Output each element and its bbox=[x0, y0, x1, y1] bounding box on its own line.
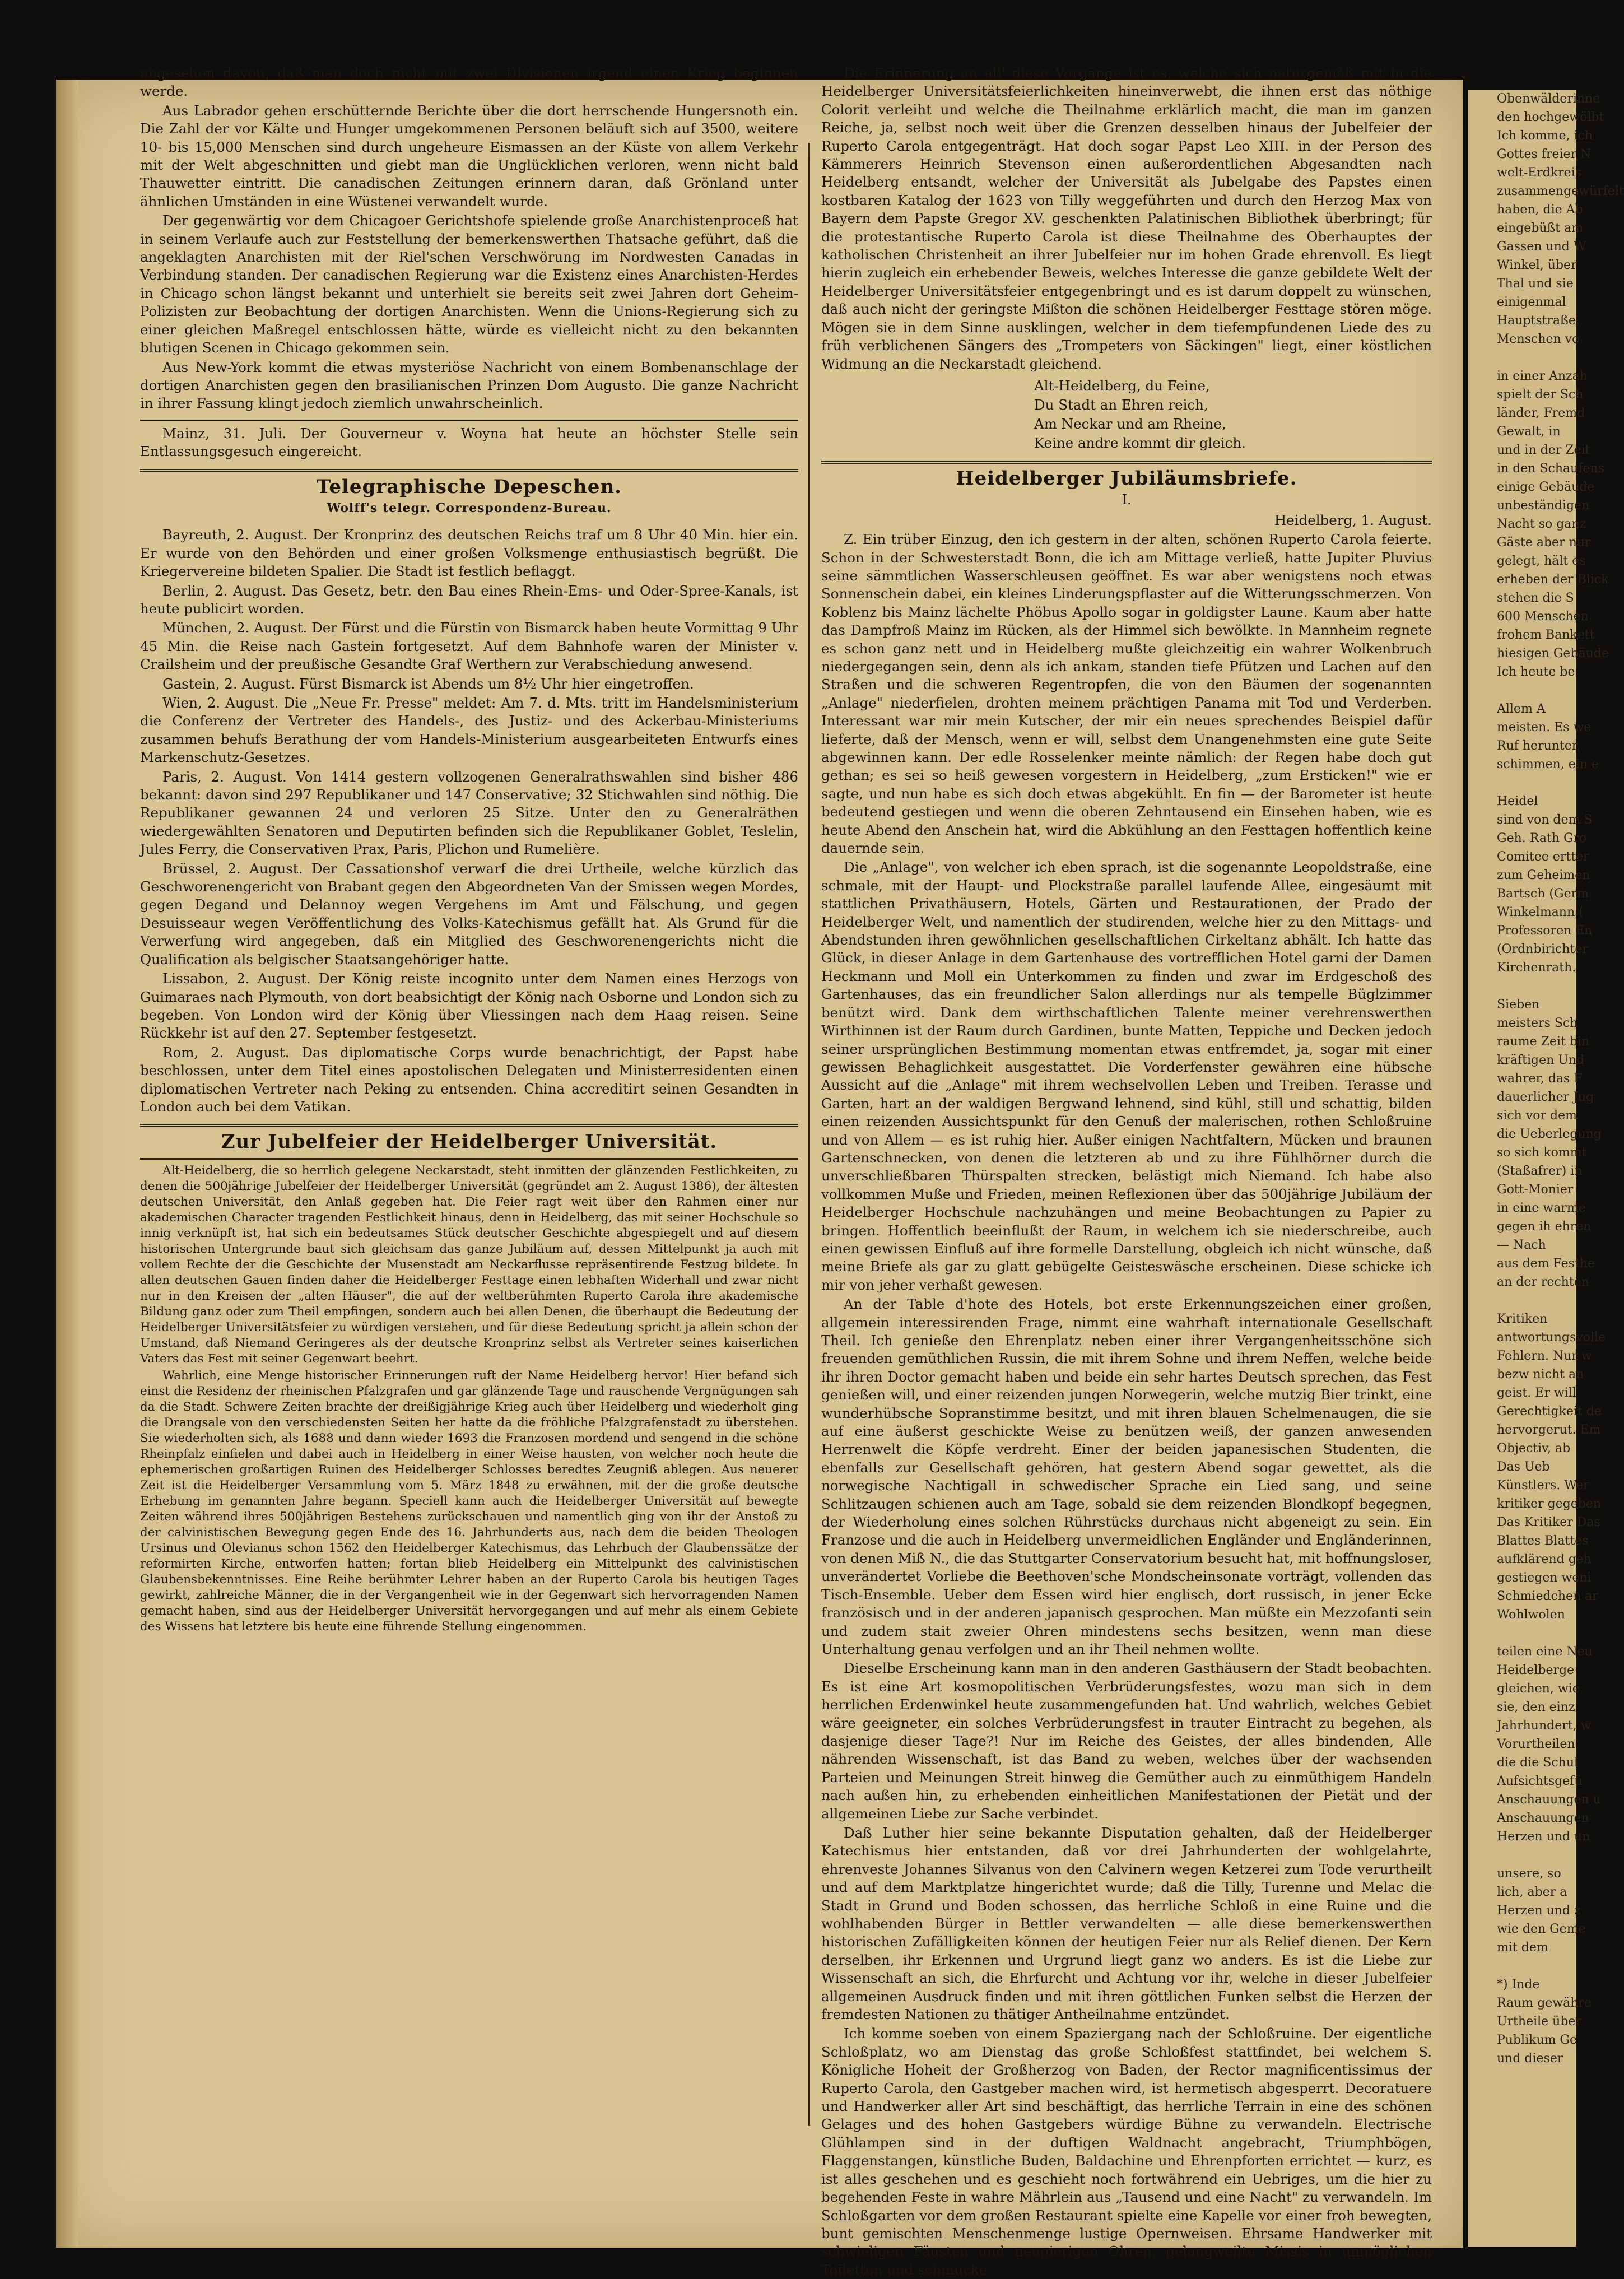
adjacent-text-fragment: Gerechtigkeit de bbox=[1497, 1404, 1602, 1418]
poem-verse bbox=[821, 376, 1432, 453]
section-rule-double bbox=[140, 1124, 798, 1127]
adjacent-text-fragment: bezw nicht an bbox=[1497, 1368, 1584, 1382]
dateline: Heidelberg, 1. August. bbox=[1274, 511, 1432, 528]
adjacent-text-fragment: Gäste aber nur bbox=[1497, 536, 1591, 550]
adjacent-text-fragment: Sieben bbox=[1497, 998, 1540, 1012]
adjacent-text-fragment: einige Gebäude bbox=[1497, 480, 1595, 494]
adjacent-text-fragment: gleichen, wie bbox=[1497, 1682, 1580, 1696]
dispatch-item: Rom, 2. August. Das diplomatische Corps wurde benachrichtigt, der Papst habe beschlossen, unter dem Titel eines apostolischen Delegaten und Ministerresidenten einen diplomatischen Vertreter nach Peking zu entsenden. China accreditirt seinen Gesandten in London auch bei dem Vatikan. bbox=[140, 1044, 798, 1115]
labrador-paragraph: Aus Labrador gehen erschütternde Berichte über die dort herrschende Hungersnoth ein. Die Zahl der vor Kälte und Hunger umgekommenen Personen beläuft sich auf 3500, weitere 10- bis 15,000 Menschen sind durch ungeheure Eismassen an der Küste von allem Verkehr mit der Welt abgeschnitten und giebt man die Unglücklichen verloren, wenn nicht bald Thauwetter eintritt. Die canadischen Zeitungen erinnern daran, daß Grönland unter ähnlichen Umständen in eine Wüstenei verwandelt wurde. bbox=[140, 102, 798, 210]
dispatch-item: München, 2. August. Der Fürst und die Fürstin von Bismarck haben heute Vormittag 9 Uhr 45 Min. die Reise nach Gastein fortgesetzt. Auf dem Bahnhofe waren der Minister v. Crailsheim und der preußische Gesandte Graf Werthern zur Verabschiedung anwesend. bbox=[140, 620, 798, 673]
adjacent-text-fragment: Winkelmann ( bbox=[1497, 905, 1584, 919]
jubilee-heading: Zur Jubelfeier der Heidelberger Universität. bbox=[221, 1131, 718, 1154]
adjacent-text-fragment: Bartsch (Germ bbox=[1497, 887, 1589, 901]
adjacent-text-fragment: erheben der Blick bbox=[1497, 573, 1609, 587]
adjacent-text-fragment: Menschen vo bbox=[1497, 332, 1580, 346]
jubilee-paragraph: Alt-Heidelberg, die so herrlich gelegene Neckarstadt, steht inmitten der glänzenden Festlichkeiten, zu denen die 500jährige Jubelfeier der Heidelberger Universität (gegründet am 2. August 1386), der ältesten deutschen Universität, den Anlaß gegeben hat. Die Feier ragt weit über den Rahmen einer nur akademischen Character tragenden Festlichkeit hinaus, denn in Heidelberg, das mit seiner Hochschule so innig verknüpft ist, hat sich ein bedeutsames Stück deutscher Geschichte abgespiegelt und auf diesem historischen Untergrunde baut sich gleichsam das ganze Jubiläum auf, dessen Mittelpunkt ja auch mit vollem Rechte der die Geschichte der Musenstadt am Neckarflusse repräsentirende Festzug bildete. In allen deutschen Gauen finden daher die Heidelberger Festtage einen lebhaften Widerhall und zwar nicht nur in den Kreisen der „alten Häuser", die auf der weltberühmten Ruperto Carola ihre akademische Bildung ganz oder zum Theil empfingen, sondern auch bei allen Denen, die überhaupt die Bedeutung der Heidelberger Universitätsfeier zu würdigen verstehen, und für diese Bedeutung spricht ja allein schon der Umstand, daß Niemand Geringeres als der deutsche Kronprinz selbst als Vertreter seines kaiserlichen Vaters das Fest mit seiner Gegenwart beehrt. bbox=[140, 1163, 798, 1366]
adjacent-text-fragment: Künstlers. Wer bbox=[1497, 1478, 1589, 1492]
adjacent-text-fragment: sie, den einz bbox=[1497, 1700, 1575, 1714]
adjacent-text-fragment: haben, die Ab bbox=[1497, 203, 1583, 217]
adjacent-text-fragment: Ruf herunter, bbox=[1497, 739, 1580, 753]
letter-paragraph: Daß Luther hier seine bekannte Disputation gehalten, daß der Heidelberger Katechismus hier entstanden, daß vor drei Jahrhunderten der wohlgelahrte, ehrenveste Johannes Silvanus von den Calvinern wegen Ketzerei zum Tode verurtheilt und auf dem Marktplatze hingerichtet wurde; daß die Tilly, Turenne und Melac die Stadt in Grund und Boden schossen, das herrliche Schloß in eine Ruine und die wohlhabenden Bürger in Bettler verwandelten — alle diese bemerkenswerthen historischen Zufälligkeiten können der heutigen Feier nur als Relief dienen. Der Kern derselben, ihr Erkennen und Urgrund liegt ganz wo anders. Es ist die Liebe zur Wissenschaft an sich, die Ehrfurcht und Achtung vor ihr, welche in dieser Jubelfeier allgemeinen Ausdruck finden und mit ihren göttlichen Funken selbst die Herzen der fremdesten Nationen zu thätiger Antheilnahme entzündet. bbox=[821, 1824, 1432, 2023]
adjacent-text-fragment bbox=[1468, 1291, 1576, 1310]
adjacent-text-fragment: Professoren En bbox=[1497, 924, 1593, 938]
dispatch-item: Paris, 2. August. Von 1414 gestern vollzogenen Generalrathswahlen sind bisher 486 bekannt: davon sind 297 Republikaner und 147 Conservative; 32 Stichwahlen sind nöthig. Die Republikaner gewannen 24 und verloren 25 Sitze. Unter den zu Generalräthen wiedergewählten Senatoren und Deputirten befinden sich die Republikaner Goblet, Teslelin, Jules Ferry, die Conservativen Prax, Paris, Plichon und Rumelière. bbox=[140, 768, 798, 858]
poem-lines bbox=[1034, 376, 1432, 453]
adjacent-text-fragment: meisters Sch bbox=[1497, 1016, 1578, 1030]
adjacent-text-fragment: Heidelberge bbox=[1497, 1663, 1575, 1677]
adjacent-text-fragment: in eine warme bbox=[1497, 1201, 1586, 1215]
adjacent-text-fragment: wahrer, das F bbox=[1497, 1072, 1583, 1086]
adjacent-text-fragment: — Nach bbox=[1497, 1238, 1546, 1252]
adjacent-text-fragment: Nacht so ganz bbox=[1497, 517, 1586, 531]
adjacent-text-fragment: sich vor dem bbox=[1497, 1109, 1577, 1123]
adjacent-text-fragment: Raum gewähre bbox=[1497, 1996, 1592, 2010]
adjacent-text-fragment: Blattes Blattes bbox=[1497, 1534, 1589, 1548]
adjacent-text-fragment: sind von dem S bbox=[1497, 813, 1593, 827]
adjacent-text-fragment: dauerlicher Jug bbox=[1497, 1090, 1594, 1104]
telegraph-subheading: Wolff's telegr. Correspondenz-Bureau. bbox=[327, 500, 612, 515]
dispatch-item: Wien, 2. August. Die „Neue Fr. Presse" meldet: Am 7. d. Mts. tritt im Handelsministerium die Conferenz der Vertreter des Handels-, des Justiz- und des Ackerbau-Ministeriums zusammen behufs Berathung der vom Handels-Ministerium ausgearbeiteten Entwurfs eines Markenschutz-Gesetzes. bbox=[140, 695, 798, 766]
adjacent-text-fragment: aus dem Festhe bbox=[1497, 1257, 1595, 1271]
adjacent-text-fragment: Anschauungen bbox=[1497, 1811, 1589, 1825]
letter-body bbox=[821, 511, 1432, 2279]
letters-number: I. bbox=[1122, 492, 1132, 508]
adjacent-text-fragment: kritiker gegeben bbox=[1497, 1497, 1602, 1511]
adjacent-text-fragment: gestiegen weni bbox=[1497, 1571, 1592, 1585]
adjacent-text-fragment bbox=[1468, 977, 1576, 996]
adjacent-text-fragment: Thal und sie bbox=[1497, 277, 1574, 291]
adjacent-text-fragment: Heidel bbox=[1497, 794, 1538, 808]
letter-paragraph: Ich komme soeben von einem Spaziergang nach der Schloßruine. Der eigentliche Schloßplatz, wo am Dienstag das große Schloßfest stattfindet, bei welchem S. Königliche Hoheit der Großherzog von Baden, der Rector magnificentissimus der Ruperto Carola, den Gastgeber machen wird, ist hermetisch abgesperrt. Decoratuere und Handwerker aller Art sind beschäftigt, das herrliche Terrain in eine des schönen Gelages und des hohen Gastgebers würdige Bühne zu verwandeln. Electrische Glühlampen sind in der duftigen Waldnacht angebracht, Triumphbögen, Flaggenstangen, künstliche Buden, Baldachine und Ehrenpforten errichtet — kurz, es ist alles geschehen und es geschieht noch fortwährend ein Uebriges, um die hier zu begehenden Feste in wahre Mährlein aus „Tausend und eine Nacht" zu verwandeln. Im Schloßgarten vor dem großen Restaurant spielte eine Kapelle vor einer froh bewegten, bunt gemischten Menschenmenge lustige Opernweisen. Ehrsame Handwerker mit schwieligen Fäusten und neugierigen Ohren, gelangweilte Missis in unmöglichen Toiletten und schmucke bbox=[821, 2025, 1432, 2278]
adjacent-text-fragment: Kritiken bbox=[1497, 1312, 1548, 1326]
adjacent-page-text bbox=[1468, 90, 1624, 2068]
adjacent-text-fragment: mit dem bbox=[1497, 1941, 1548, 1955]
adjacent-text-fragment: Obenwälderinne bbox=[1497, 92, 1600, 106]
adjacent-text-fragment: die Ueberlegung bbox=[1497, 1127, 1602, 1141]
adjacent-text-fragment: (Staßafrer) in bbox=[1497, 1164, 1583, 1178]
adjacent-text-fragment: Das Kritiker Das bbox=[1497, 1515, 1600, 1529]
adjacent-text-fragment: teilen eine Neu bbox=[1497, 1645, 1593, 1659]
dispatch-item: Lissabon, 2. August. Der König reiste incognito unter dem Namen eines Herzogs von Guimaraes nach Plymouth, von dort beabsichtigt der König nach Osborne und London sich zu begeben. Von London wird der König über Vliessingen nach dem Haag reisen. Seine Rückkehr ist auf den 27. September festgesetzt. bbox=[140, 970, 798, 1041]
right-column bbox=[821, 64, 1432, 2278]
adjacent-text-fragment: Ich heute be bbox=[1497, 665, 1575, 679]
adjacent-text-fragment: lich, aber a bbox=[1497, 1885, 1567, 1899]
left-column bbox=[140, 64, 798, 2137]
letter-paragraph: Dieselbe Erscheinung kann man in den anderen Gasthäusern der Stadt beobachten. Es ist eine Art kosmopolitischen Verbrüderungsfestes, wozu man sich in dem herrlichen Erdenwinkel heute zusammengefunden hat. Und wahrlich, welches Gebiet wäre geeigneter, ein solches Verbrüderungsfest in trauter Eintracht zu begehen, als dasjenige dieser Tage?! Nur im Reiche des Geistes, der alles bindenden, Alle nährenden Wissenschaft, ist das Band zu weben, welches über der wachsenden Parteien und Meinungen Streit hinweg die Gemüther auch zu einmüthigem Handeln nach außen hin, zu erhebenden einheitlichen Manifestationen der Pietät und der allgemeinen Liebe zur Sache verbindet. bbox=[821, 1660, 1432, 1822]
adjacent-text-fragment: stehen die S bbox=[1497, 591, 1574, 605]
adjacent-text-fragment: zusammengewürfelt bbox=[1497, 184, 1624, 198]
section-rule-double bbox=[821, 461, 1432, 464]
adjacent-text-fragment: Ich komme, ich bbox=[1497, 129, 1593, 143]
adjacent-text-fragment: Gottes freier N bbox=[1497, 147, 1592, 161]
adjacent-text-fragment: 600 Menschen bbox=[1497, 610, 1589, 624]
adjacent-text-fragment: Vorurtheilen bbox=[1497, 1737, 1575, 1751]
adjacent-text-fragment: gegen ih ehren bbox=[1497, 1220, 1592, 1234]
mainz-paragraph: Mainz, 31. Juli. Der Gouverneur v. Woyna hat heute an höchster Stelle sein Entlassungsgesuch eingereicht. bbox=[140, 425, 798, 460]
adjacent-text-fragment: Gott-Monier bbox=[1497, 1183, 1574, 1197]
poem-line: Du Stadt an Ehren reich, bbox=[1034, 396, 1208, 413]
adjacent-text-fragment: Allem A bbox=[1497, 702, 1546, 716]
dispatch-item: Gastein, 2. August. Fürst Bismarck ist Abends um 8½ Uhr hier eingetroffen. bbox=[162, 675, 694, 692]
adjacent-text-fragment: raume Zeit bin bbox=[1497, 1035, 1590, 1049]
adjacent-text-fragment: Fehlern. Nur w bbox=[1497, 1349, 1592, 1363]
adjacent-text-fragment bbox=[1468, 1957, 1576, 1975]
adjacent-text-fragment: den hochgewölbt bbox=[1497, 110, 1604, 124]
intro-paragraph: abgesehen davon, daß man doch nicht mit zwei Divisionen irgend einen Krieg beginnen werde. bbox=[140, 65, 798, 100]
adjacent-text-fragment: Jahrhundert, w bbox=[1497, 1719, 1592, 1733]
adjacent-text-fragment: antwortungsvolle bbox=[1497, 1331, 1606, 1345]
adjacent-text-fragment: wie den Geme bbox=[1497, 1922, 1586, 1936]
chicago-paragraph: Der gegenwärtig vor dem Chicagoer Gerichtshofe spielende große Anarchistenproceß hat in seinem Verlaufe auch zur Feststellung der bemerkenswerthen Thatsache geführt, daß die angeklagten Anarchisten mit der Riel'schen Verschwörung im Nordwesten Canadas in Verbindung standen. Der canadischen Regierung war die Existenz eines Anarchisten-Herdes in Chicago schon längst bekannt und unterhielt sie bereits seit zwei Jahren dort Geheim-Polizisten zur Beobachtung der dortigen Anarchisten. Wenn die Unions-Regierung sich zu einer gleichen Maßregel entschlossen hätte, würde es vielleicht nicht zu den bekannten blutigen Scenen in Chicago gekommen sein. bbox=[140, 212, 798, 356]
adjacent-text-fragment: (Ordnbirichter bbox=[1497, 942, 1588, 956]
poem-line: Keine andre kommt dir gleich. bbox=[1034, 434, 1246, 451]
adjacent-text-fragment: spielt der Sch bbox=[1497, 388, 1584, 402]
letter-paragraph: An der Table d'hote des Hotels, bot erste Erkennungszeichen einer großen, allgemein interessirenden Frage, nimmt eine wahrhaft internationale Gesellschaft Theil. Ich genieße den Ehrenplatz neben einer ihrer Vergangenheitsschöne sich freuenden gemüthlichen Russin, die mit ihrem Sohne und ihrem Neffen, welche beide ihr ihren Doctor gemacht haben und beide ein sehr hartes Deutsch sprechen, das Fest genießen will, und einer reizenden jungen Norwegerin, welche mutzig Bier trinkt, eine wunderhübsche Sopranstimme besitzt, und mit ihren blauen Schelmenaugen, die sie auf eine äußerst geschickte Weise zu benützen weiß, der ganzen anwesenden Herrenwelt die Köpfe verdreht. Einer der beiden japanesischen Studenten, die ebenfalls zur Gesellschaft gehören, hat gestern Abend sogar gewettet, als die norwegische Nachtigall in schwedischer Sprache ein Lied sang, und seine Schlitzaugen schienen auch am Tage, sobald sie dem reizenden Blondkopf begegnen, der Wiederholung eines solchen Rührstücks durchaus nicht abgeneigt zu sein. Ein Franzose und die auch in Heidelberg unvermeidlichen Engländer und Engländerinnen, von denen Miß N., die das Stuttgarter Conservatorium besucht hat, mit hoffnungsloser, unverändertet Vorliebe die Beethoven'sche Mondscheinsonate vorträgt, vollenden das Tisch-Ensemble. Ueber dem Essen wird hier englisch, dort russisch, in jener Ecke französisch und in der anderen japanisch gesprochen. Man müßte ein Mezzofanti sein und zudem stait zweier Ohren mindestens sechs besitzen, wenn man diese Unterhaltung genau verfolgen und an ihr Theil nehmen wollte. bbox=[821, 1296, 1432, 1657]
adjacent-text-fragment: Herzen und z bbox=[1497, 1904, 1581, 1918]
newyork-paragraph: Aus New-York kommt die etwas mysteriöse Nachricht von einem Bombenanschlage der dortigen Anarchisten gegen den brasilianischen Prinzen Dom Augusto. Die ganze Nachricht in ihrer Fassung klingt jedoch ziemlich unwahrscheinlich. bbox=[140, 359, 798, 412]
right-intro-paragraph: Die Erinnerung an all' diese Vorgänge ist es, welche sich naturgemäß mit in die Heidelberger Universitätsfeierlichkeiten hineinverwebt, die ihnen erst das nöthige Colorit verleiht und welche die Theilnahme erklärlich macht, die man im ganzen Reiche, ja, selbst noch weit über die Grenzen desselben hinaus der Jubelfeier der Ruperto Carola entgegenträgt. Hat doch sogar Papst Leo XIII. in der Person des Kämmerers Heinrich Stevenson einen außerordentlichen Abgesandten nach Heidelberg entsandt, welcher der Universität als Jubelgabe des Papstes einen kostbaren Katalog der 1623 von Tilly weggeführten und durch den Herzog Max von Bayern dem Papste Gregor XV. geschenkten Palatinischen Bibliothek überbringt; für die protestantische Ruperto Carola ist diese Theilnahme des Oberhauptes der katholischen Christenheit an ihrer Jubelfeier nur im hohen Grade ehrenvoll. Es liegt hierin zugleich ein erhebender Beweis, welches Interesse die ganze gebildete Welt der Heidelberger Universitätsfeier entgegenbringt und es ist darum doppelt zu wünschen, daß auch nicht der geringste Mißton die schönen Heidelberger Festtage stören möge. Mögen sie in dem Sinne ausklingen, welcher in dem tiefempfundenen Liede des zu früh verblichenen Sängers des „Trompeters von Säckingen" liegt, einer köstlichen Widmung an die Neckarstadt gleichend. bbox=[821, 65, 1432, 372]
adjacent-text-fragment: hervorgerut. Em bbox=[1497, 1423, 1601, 1437]
adjacent-text-fragment: Objectiv, ab bbox=[1497, 1441, 1571, 1455]
dispatch-list bbox=[140, 526, 798, 1116]
dispatch-item: Brüssel, 2. August. Der Cassationshof verwarf die drei Urtheile, welche kürzlich das Geschworenengericht von Brabant gegen den Abgeordneten Van der Smissen wegen Mordes, gegen Degand und Delannoy wegen Vergehens im Amt und Fälschung, und gegen Desuisseaur wegen Veröffentlichung des Volks-Katechismus gefällt hat. Als Grund für die Verwerfung wird angegeben, daß ein Mitglied des Geschworenengerichts nicht die Qualification als belgischer Staatsangehöriger hatte. bbox=[140, 860, 798, 968]
adjacent-text-fragment: und in der Zeit bbox=[1497, 443, 1590, 457]
adjacent-text-fragment: Herzen und un bbox=[1497, 1830, 1590, 1844]
adjacent-text-fragment: kräftigen Und bbox=[1497, 1053, 1585, 1067]
adjacent-text-fragment: Das Ueb bbox=[1497, 1460, 1550, 1474]
adjacent-text-fragment: Kirchenrath. bbox=[1497, 961, 1576, 975]
adjacent-text-fragment: in einer Anzah bbox=[1497, 369, 1588, 383]
adjacent-text-fragment: Gewalt, in bbox=[1497, 425, 1561, 439]
adjacent-text-fragment: zum Geheimen bbox=[1497, 868, 1590, 882]
adjacent-text-fragment: Publikum Ge bbox=[1497, 2033, 1578, 2047]
adjacent-text-fragment: frohem Bankett bbox=[1497, 628, 1595, 642]
adjacent-text-fragment: Comitee ertter bbox=[1497, 850, 1589, 864]
dispatch-item: Berlin, 2. August. Das Gesetz, betr. den Bau eines Rhein-Ems- und Oder-Spree-Kanals, ist heute publicirt worden. bbox=[140, 582, 798, 617]
poem-line: Alt-Heidelberg, du Feine, bbox=[1034, 377, 1210, 394]
adjacent-text-fragment: länder, Fremd bbox=[1497, 406, 1585, 420]
adjacent-text-fragment bbox=[1468, 1846, 1576, 1864]
adjacent-text-fragment: Winkel, über bbox=[1497, 258, 1577, 272]
letter-paragraph: Z. Ein trüber Einzug, den ich gestern in der alten, schönen Ruperto Carola feierte. Schon in der Schwesterstadt Bonn, die ich am Mittage verließ, hatte Jupiter Pluvius seine sämmtlichen Wasserschleusen geöffnet. Es war aber wenigstens noch etwas Sonnenschein dabei, ein kleines Linderungspflaster auf die Witterungsschmerzen. Von Koblenz bis Mainz lächelte Phöbus Apollo sogar in goldigster Laune. Kaum aber hatte das Dampfroß Mainz im Rücken, als der Himmel sich bewölkte. In Mannheim regnete es schon ganz nett und in Heidelberg mußte gleichzeitig ein wahrer Wolkenbruch niedergegangen sein, denn als ich ankam, standen tiefe Pfützen und Lachen auf den Straßen und die schweren Regentropfen, die von den Bäumen der sogenannten „Anlage" niederfielen, drohten meinem prächtigen Panama mit Tod und Verderben. Interessant war mir mein Kutscher, der mir ein neues sprechendes Beispiel dafür lieferte, daß der Mensch, wenn er will, selbst dem Unangenehmsten eine gute Seite abgewinnen kann. Der edle Rosselenker meinte nämlich: der Regen habe doch gut gethan; es sei so heiß gewesen vorgestern in Heidelberg, „zum Ersticken!" wie er sagte, und nun habe es sich doch etwas abgekühlt. En fin — der Barometer ist heute bedeutend gestiegen und wenn die oberen Zehntausend ein Einsehen haben, wie es heute Abend den Anschein hat, wird die Abkühlung an den Festtagen hoffentlich keine dauernde sein. bbox=[821, 531, 1432, 857]
adjacent-page bbox=[1468, 90, 1624, 2247]
adjacent-text-fragment: Anschauungen u bbox=[1497, 1793, 1601, 1807]
adjacent-text-fragment: Gassen und W bbox=[1497, 240, 1586, 254]
adjacent-text-fragment: welt-Erdkreis bbox=[1497, 166, 1582, 180]
telegraph-heading: Telegraphische Depeschen. bbox=[316, 475, 622, 498]
adjacent-text-fragment bbox=[1468, 681, 1576, 700]
section-rule-double bbox=[140, 469, 798, 472]
page-binding-edge bbox=[56, 80, 78, 2248]
section-rule bbox=[140, 1158, 798, 1160]
adjacent-text-fragment: geist. Er will bbox=[1497, 1386, 1576, 1400]
adjacent-text-fragment: gelegt, hält es bbox=[1497, 554, 1586, 568]
adjacent-text-fragment: *) Inde bbox=[1497, 1978, 1540, 1992]
letters-heading: Heidelberger Jubiläumsbriefe. bbox=[956, 467, 1297, 490]
adjacent-text-fragment: unbeständigen bbox=[1497, 499, 1590, 513]
adjacent-text-fragment: in den Schaufens bbox=[1497, 462, 1604, 476]
adjacent-text-fragment: Geh. Rath Gro bbox=[1497, 831, 1587, 845]
adjacent-text-fragment: an der rechten bbox=[1497, 1275, 1589, 1289]
poem-line: Am Neckar und am Rheine, bbox=[1034, 415, 1226, 432]
adjacent-text-fragment: Urtheile über bbox=[1497, 2015, 1581, 2029]
dispatch-item: Bayreuth, 2. August. Der Kronprinz des deutschen Reichs traf um 8 Uhr 40 Min. hier ein. Er wurde von den Behörden und einer großen Volksmenge enthusiastisch begrüßt. Die Kriegervereine bildeten Spalier. Die Stadt ist festlich beflaggt. bbox=[140, 527, 798, 580]
column-divider bbox=[808, 143, 810, 2126]
adjacent-text-fragment: Schmiedchen ar bbox=[1497, 1589, 1598, 1603]
adjacent-text-fragment: einigenmal bbox=[1497, 295, 1566, 309]
adjacent-text-fragment: Wohlwolen bbox=[1497, 1608, 1565, 1622]
adjacent-text-fragment: unsere, so bbox=[1497, 1867, 1561, 1881]
adjacent-text-fragment: die die Schul bbox=[1497, 1756, 1579, 1770]
jubilee-paragraph: Wahrlich, eine Menge historischer Erinnerungen ruft der Name Heidelberg hervor! Hier befand sich einst die Residenz der rheinischen Pfalzgrafen und gar glänzende Tage und rauschende Vergnügungen sah da die Stadt. Schwere Zeiten brachte der dreißigjährige Krieg auch über Heidelberg und wiederholt ging die Drangsale von den verschiedensten Seiten her hatte da die fröhliche Pfalzgrafenstadt zu überstehen. Sie wiederholten sich, als 1688 und dann wieder 1693 die Franzosen mordend und sengend in die schöne Rheinpfalz einfielen und dabei auch in Heidelberg in einer Weise hausten, von welcher noch heute die ephemerischen großartigen Ruinen des Heidelberger Schlosses beredtes Zeugniß ablegen. Aus neuerer Zeit ist die Heidelberger Versammlung vom 5. März 1848 zu erwähnen, mit der die große deutsche Erhebung im genannten Jahre begann. Speciell kann auch die Heidelberger Universität auf bewegte Zeiten während ihres 500jährigen Bestehens zurückschauen und namentlich ging von ihr der Anstoß zu der calvinistischen Bewegung gegen Ende des 16. Jahrhunderts aus, nach dem die beiden Theologen Ursinus und Olevianus schon 1562 den Heidelberger Katechismus, das Lehrbuch der Glaubenssätze der reformirten Kirche, entworfen hatten; fortan blieb Heidelberg ein Mittelpunkt des calvinistischen Glaubensbekenntnisses. Eine Reihe berühmter Lehrer haben an der Ruperto Carola bis heutigen Tages gewirkt, zahlreiche Männer, die in der Vergangenheit wie in der Gegenwart sich hervorragenden Namen gemacht haben, sind aus der Heidelberger Universität hervorgegangen und auf mehr als einem Gebiete des Wissens hat letztere bis heute eine führende Stellung eingenommen. bbox=[140, 1368, 798, 1634]
adjacent-text-fragment: aufklärend geh bbox=[1497, 1552, 1592, 1566]
adjacent-text-fragment bbox=[1468, 774, 1576, 792]
adjacent-text-fragment: und dieser bbox=[1497, 2052, 1563, 2066]
adjacent-text-fragment: meisten. Es we bbox=[1497, 720, 1592, 734]
letter-paragraph: Die „Anlage", von welcher ich eben sprach, ist die sogenannte Leopoldstraße, eine schmale, mit der Haupt- und Plockstraße parallel laufende Allee, eingesäumt mit stattlichen Privathäusern, Hotels, Gärten und Restaurationen, der Prado der Heidelberger Welt, und namentlich der studirenden, welche hier zu den Mittags- und Abendstunden ihren gewöhnlichen gesellschaftlichen Cirkeltanz abhält. Ich hatte das Glück, in dieser Anlage in dem Gartenhause des vortrefflichen Hotel garni der Damen Heckmann und Moll ein Unterkommen zu finden und zwar im Erdgeschoß des Gartenhauses, das ein freundlicher Salon allerdings nur als tempelle Büglzimmer benützt wird. Dank dem wirthschaftlichen Talente meiner verehrenswerthen Wirthinnen ist der Raum durch Gardinen, bunte Matten, Teppiche und Decken jedoch seiner ursprünglichen Bestimmung momentan etwas entfremdet, ja, sogar mit einer gewissen Behaglichkeit ausgestattet. Die Vorderfenster gewähren eine hübsche Aussicht auf die „Anlage" mit ihrem wechselvollen Leben und Treiben. Terasse und Garten, hart an der waldigen Bergwand lehnend, sind kühl, still und schattig, bilden einen reizenden Aussichtspunkt für den Genuß der malerischen, rothen Schloßruine und von Allem — es ist ruhig hier. Außer einigen Nachtfaltern, Mücken und braunen Gartenschnecken, von denen die letzteren ab und zu ihre Fühlhörner durch die unverschließbaren Thürspalten strecken, belästigt mich Niemand. Ich habe also vollkommen Muße und Frieden, meinen Reflexionen über das 500jährige Jubiläum der Heidelberger Hochschule nachzuhängen und meine Beobachtungen zu Papier zu bringen. Hoffentlich beeinflußt der Raum, in welchem ich sie niederschreibe, auch einen gewissen Einfluß auf ihre formelle Darstellung, obgleich ich nicht wünsche, daß meine Briefe als gar zu glatt gebügelte Geisteswäsche erscheinen. Diese schicke ich mir von jeher verhaßt gewesen. bbox=[821, 859, 1432, 1293]
section-rule bbox=[140, 420, 798, 421]
adjacent-text-fragment bbox=[1468, 348, 1576, 367]
adjacent-text-fragment bbox=[1468, 1624, 1576, 1643]
adjacent-text-fragment: Hauptstraße, bbox=[1497, 314, 1580, 328]
adjacent-text-fragment: schimmen, ein e bbox=[1497, 757, 1599, 771]
adjacent-text-fragment: hiesigen Gebäude bbox=[1497, 647, 1609, 661]
adjacent-text-fragment: so sich kommt bbox=[1497, 1146, 1587, 1160]
adjacent-text-fragment: Aufsichtsgefü bbox=[1497, 1774, 1583, 1788]
adjacent-text-fragment: eingebüßt am bbox=[1497, 221, 1584, 235]
